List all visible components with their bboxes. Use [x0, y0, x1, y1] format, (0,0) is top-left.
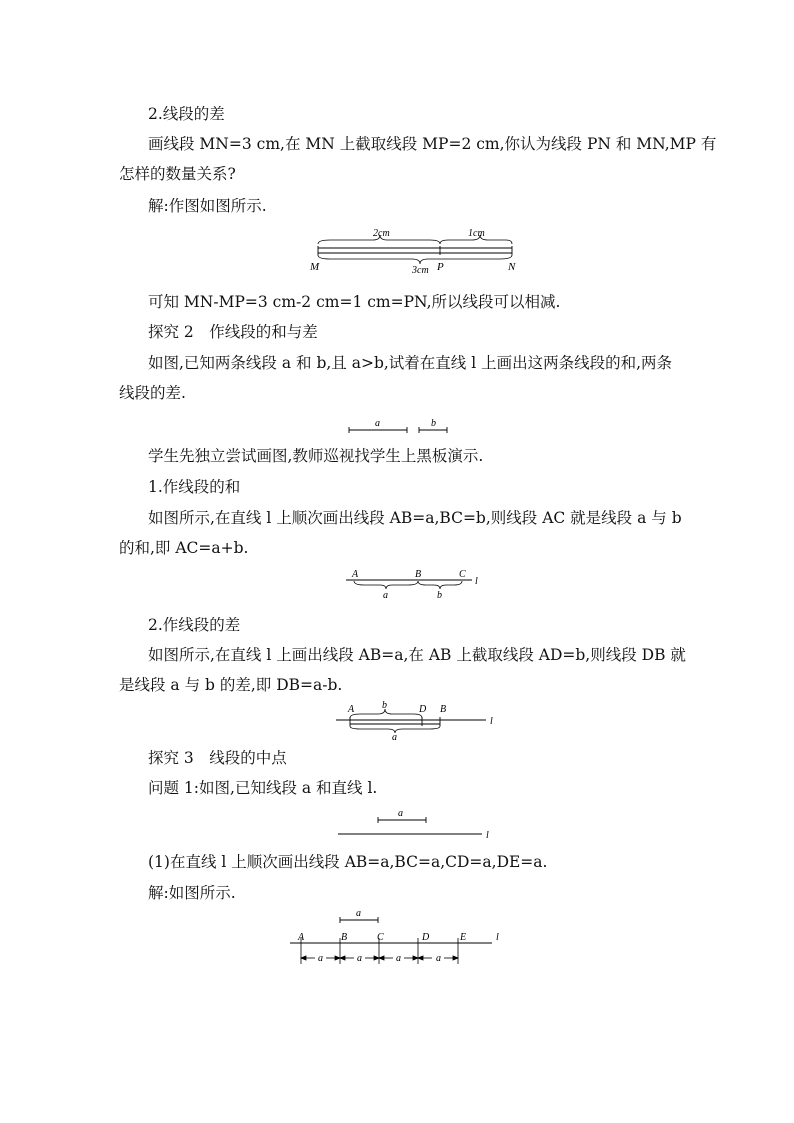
student-activity-text: 学生先独立尝试画图,教师巡视找学生上黑板演示.	[148, 447, 484, 465]
point-label-n: N	[508, 261, 516, 273]
label-b: b	[437, 590, 442, 601]
brace-3cm	[318, 255, 512, 264]
point-label-c: C	[459, 569, 466, 580]
label-b: b	[431, 418, 436, 429]
segment-label-de: a	[436, 953, 441, 964]
point-label-b: B	[415, 569, 422, 580]
label-a: a	[398, 808, 403, 819]
label-a: a	[383, 590, 388, 601]
section-title-difference: 2.线段的差	[148, 105, 225, 123]
segment-label-cd: a	[396, 953, 401, 964]
solution-text: 解:作图如图所示.	[148, 197, 267, 215]
line-label-l: l	[496, 932, 499, 943]
question1-text: 问题 1:如图,已知线段 a 和直线 l.	[148, 779, 378, 797]
difference-text-line1: 如图所示,在直线 l 上画出线段 AB=a,在 AB 上截取线段 AD=b,则线段 DB 就	[148, 646, 686, 664]
segment-label-ab: a	[318, 953, 323, 964]
point-label-b: B	[341, 932, 348, 943]
figure-consecutive-segments	[286, 906, 516, 972]
point-label-c: C	[377, 932, 384, 943]
point-label-e: E	[460, 932, 467, 943]
problem-text-line1: 画线段 MN=3 cm,在 MN 上截取线段 MP=2 cm,你认为线段 PN 和 MN,MP 有	[148, 135, 717, 153]
point-label-a: A	[298, 932, 305, 943]
brace-b	[418, 581, 462, 589]
point-label-d: D	[419, 704, 427, 715]
figure-segment-a-line-l	[330, 804, 500, 848]
figure-segment-difference	[330, 700, 500, 746]
explore3-title: 探究 3 线段的中点	[148, 749, 287, 767]
label-a-top: a	[356, 908, 361, 919]
sum-text-line2: 的和,即 AC=a+b.	[119, 539, 249, 557]
subquestion1-text: (1)在直线 l 上顺次画出线段 AB=a,BC=a,CD=a,DE=a.	[148, 853, 548, 871]
point-label-d: D	[422, 932, 430, 943]
explore2-title: 探究 2 作线段的和与差	[148, 323, 318, 341]
point-label-a: A	[352, 569, 359, 580]
label-b: b	[382, 700, 387, 711]
problem-text-line2: 怎样的数量关系?	[119, 165, 236, 183]
solution2-text: 解:如图所示.	[148, 884, 236, 902]
sum-title: 1.作线段的和	[148, 478, 241, 496]
line-label-l: l	[490, 716, 493, 727]
label-1cm: 1cm	[468, 228, 485, 239]
line-label-l: l	[486, 830, 489, 841]
segment-label-bc: a	[357, 953, 362, 964]
figure-segments-a-b	[345, 416, 455, 442]
brace-a	[354, 581, 418, 589]
point-label-a: A	[348, 704, 355, 715]
figure-segment-sum	[340, 566, 490, 606]
conclusion-text: 可知 MN-MP=3 cm-2 cm=1 cm=PN,所以线段可以相减.	[148, 293, 561, 311]
line-label-l: l	[475, 576, 478, 587]
explore2-text-line2: 线段的差.	[119, 384, 186, 402]
label-2cm: 2cm	[373, 228, 390, 239]
difference-title: 2.作线段的差	[148, 616, 241, 634]
point-label-b: B	[440, 704, 447, 715]
sum-text-line1: 如图所示,在直线 l 上顺次画出线段 AB=a,BC=b,则线段 AC 就是线段 a 与 b	[148, 509, 682, 527]
point-label-p: P	[437, 261, 444, 273]
difference-text-line2: 是线段 a 与 b 的差,即 DB=a-b.	[119, 676, 343, 694]
label-a: a	[375, 418, 380, 429]
label-3cm: 3cm	[412, 265, 429, 276]
figure-mpn-segments	[300, 224, 530, 282]
explore2-text-line1: 如图,已知两条线段 a 和 b,且 a>b,试着在直线 l 上画出这两条线段的和,两条	[148, 354, 673, 372]
label-a: a	[392, 732, 397, 742]
point-label-m: M	[310, 261, 320, 273]
